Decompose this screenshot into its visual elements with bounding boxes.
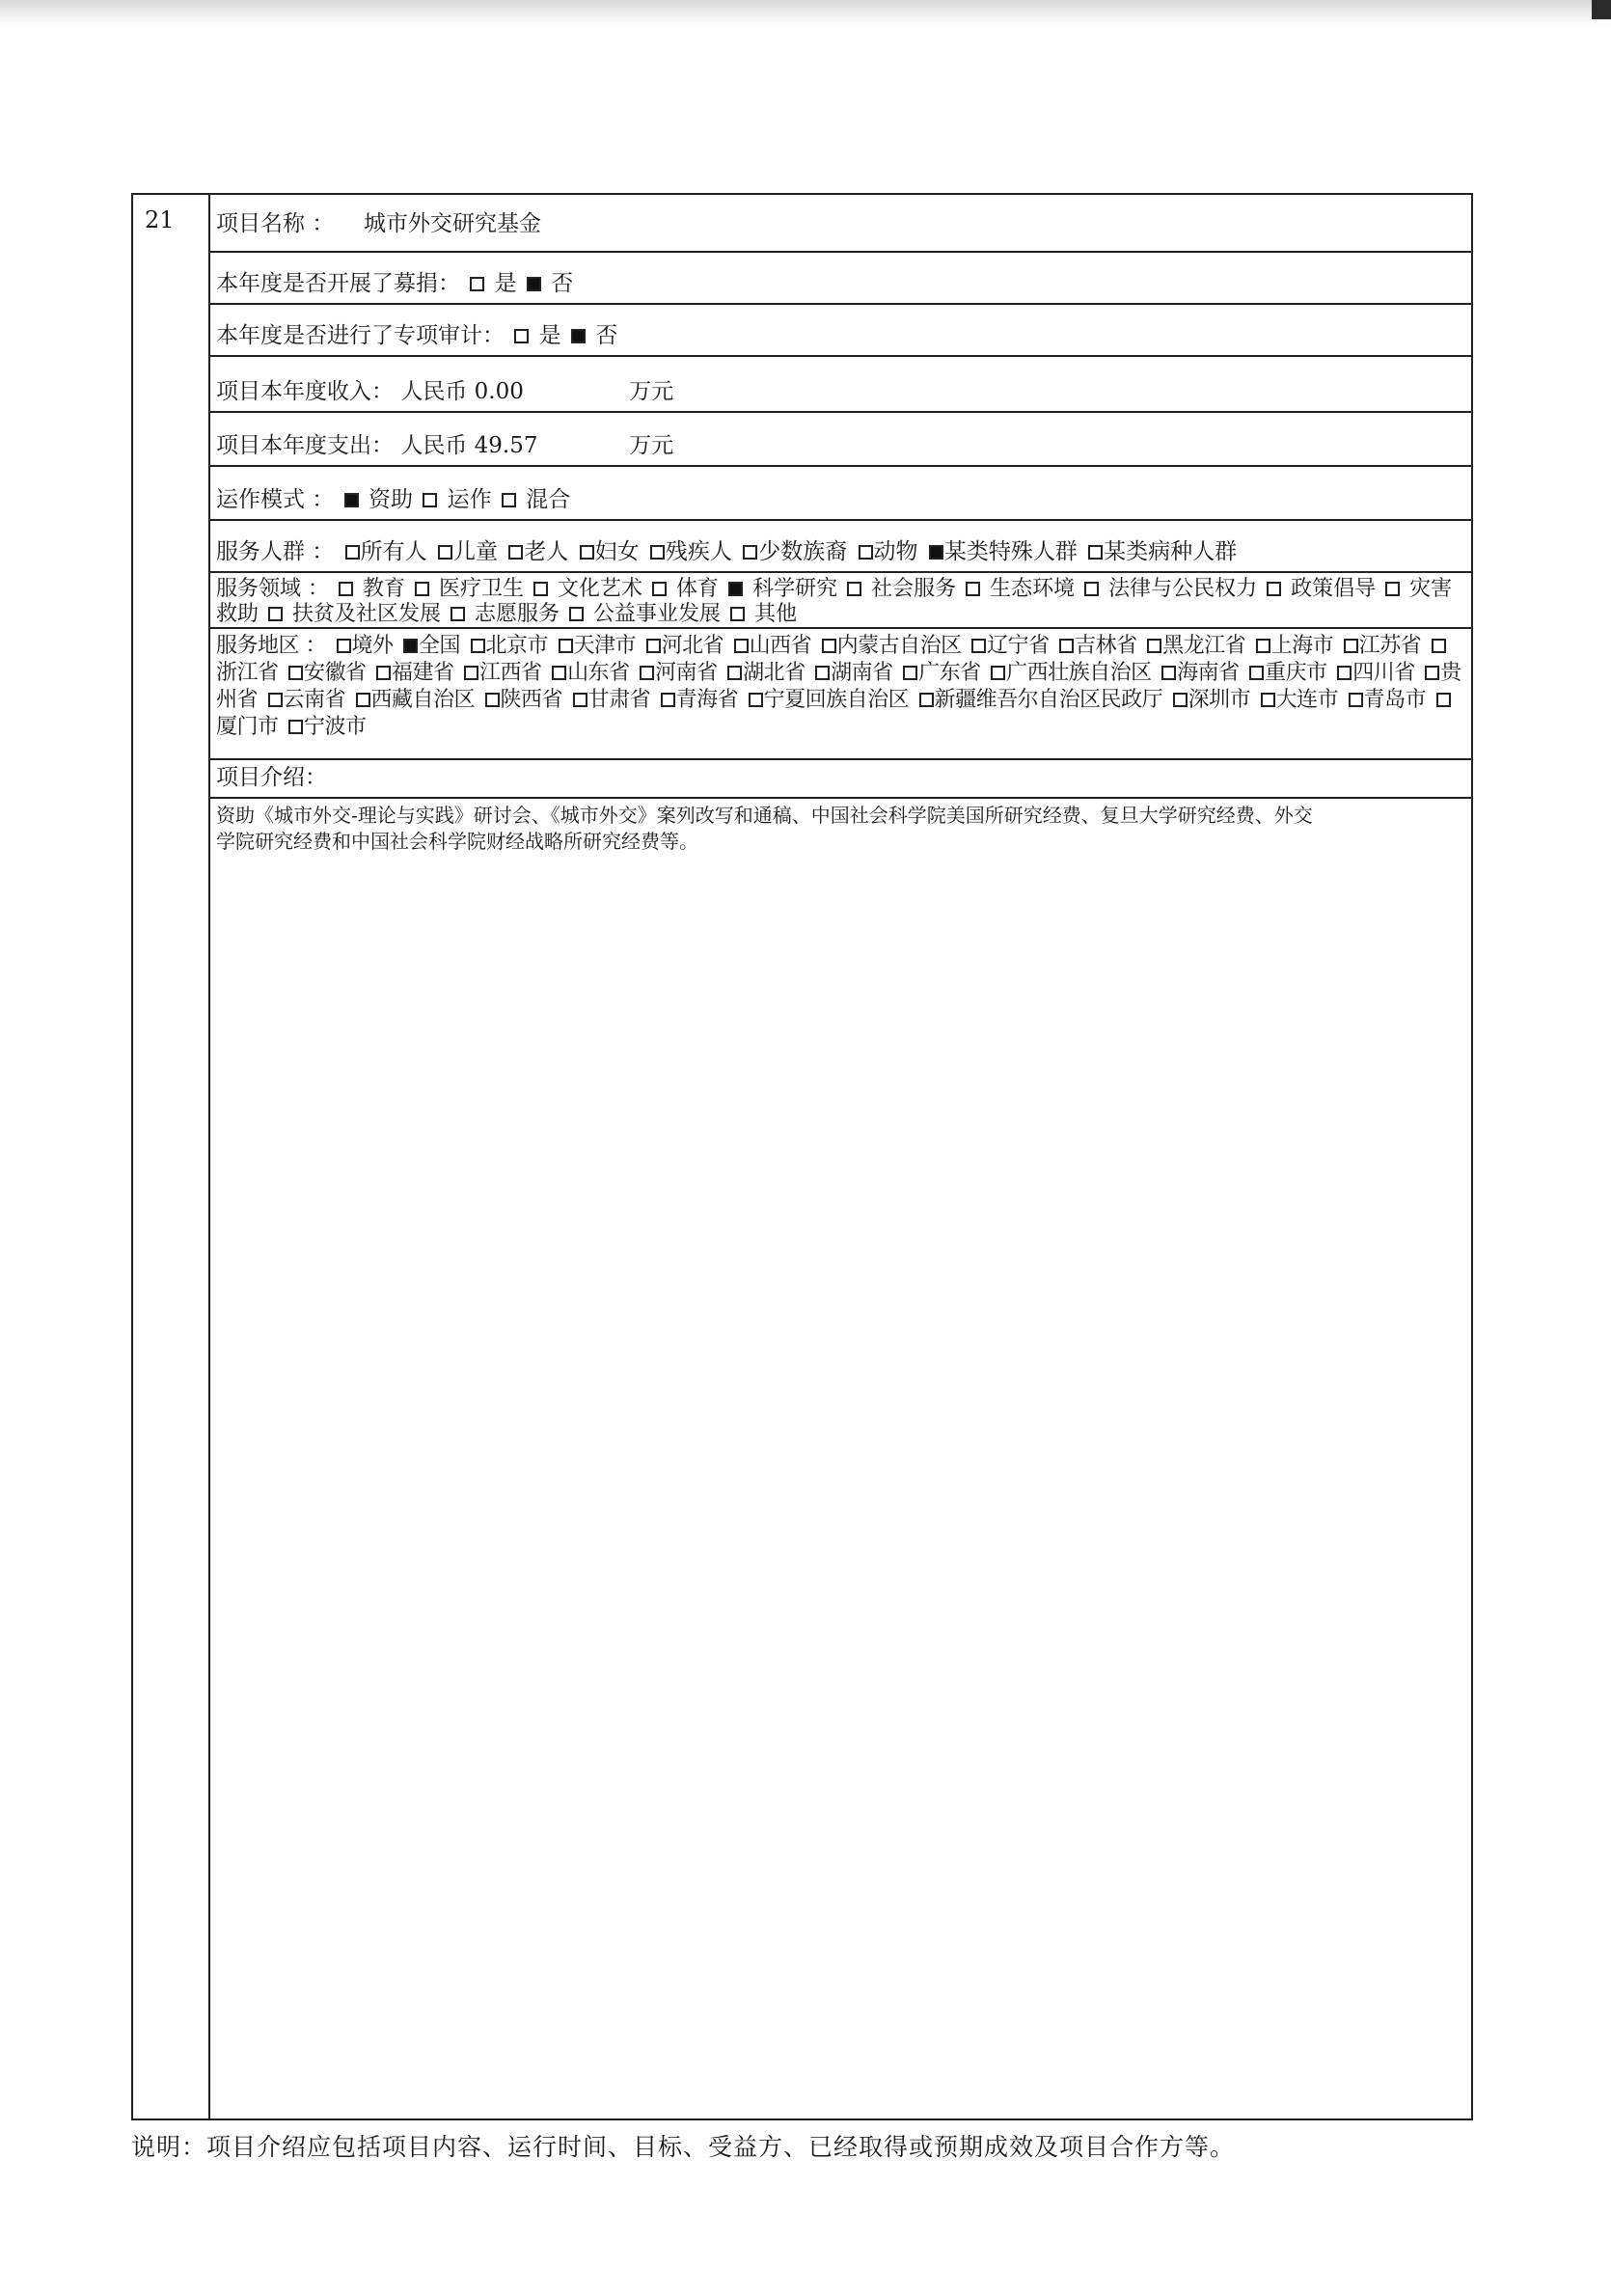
option-checkbox[interactable] [1173,693,1188,707]
option-label: 贵州省 [216,661,1461,712]
option-label: 吉林省 [1075,634,1137,658]
option-checkbox[interactable] [268,607,283,621]
option-label: 医疗卫生 [439,577,525,601]
fundraising-no-checkbox[interactable] [527,277,541,291]
option-checkbox[interactable] [415,582,429,596]
intro-label: 项目介绍： [216,765,327,790]
option-checkbox[interactable] [650,545,665,560]
option-label: 四川省 [1352,661,1415,685]
option-checkbox[interactable] [1436,693,1451,707]
option-label: 甘肃省 [587,688,651,712]
option-checkbox[interactable] [438,545,452,560]
option-label: 江西省 [479,661,542,685]
option-label: 新疆维吾尔自治区民政厅 [934,688,1163,712]
fundraising-yes-checkbox[interactable] [470,277,484,291]
service-groups-label: 服务人群 ： [216,539,335,564]
option-label: 云南省 [283,688,346,712]
income-row [210,357,1471,413]
option-checkbox[interactable] [339,582,353,596]
option-checkbox[interactable] [1088,545,1103,560]
audit-yes-checkbox[interactable] [514,329,529,343]
service-groups-row [210,521,1471,573]
intro-label-row [210,760,1471,799]
expense-row [210,413,1471,467]
form-footnote: 说明：项目介绍应包括项目内容、运行时间、目标、受益方、已经取得或预期成效及项目合作方等。 [131,2133,1236,2161]
option-checkbox[interactable] [345,545,360,560]
option-checkbox[interactable] [1432,639,1446,653]
option-label: 陕西省 [500,688,563,712]
option-label: 海南省 [1177,661,1240,685]
option-label: 体育 [676,577,720,601]
option-label: 混合 [526,487,571,512]
row-number: 21 [145,206,175,233]
option-checkbox[interactable] [485,693,500,707]
project-name-row [210,195,1471,253]
option-label: 生态环境 [990,577,1076,601]
option-checkbox[interactable] [734,639,749,653]
income-currency: 人民币 [400,379,468,404]
option-checkbox[interactable] [344,493,359,507]
option-label: 青海省 [675,688,739,712]
scan-edge-shadow [0,0,1611,25]
income-unit: 万元 [629,379,674,404]
expense-currency: 人民币 [400,433,468,458]
option-label: 宁波市 [304,715,367,739]
option-label: 某类病种人群 [1104,539,1238,564]
option-checkbox[interactable] [1256,639,1270,653]
option-checkbox[interactable] [1249,666,1264,680]
option-checkbox[interactable] [337,639,351,653]
option-label: 福建省 [392,661,454,685]
option-checkbox[interactable] [403,639,418,653]
row-number-cell [133,195,210,2118]
option-label: 宁夏回族自治区 [763,688,910,712]
option-checkbox[interactable] [356,693,370,707]
option-label: 文化艺术 [558,577,643,601]
option-label: 山东省 [567,661,630,685]
option-label: 妇女 [594,539,640,564]
service-regions-label: 服务地区 ： [216,634,326,658]
service-fields-row [210,573,1471,629]
option-checkbox[interactable] [646,639,661,653]
option-label: 西藏自治区 [370,688,476,712]
form-content [210,195,1471,2118]
option-checkbox[interactable] [1261,693,1275,707]
option-label: 重庆市 [1265,661,1327,685]
operation-mode-label: 运作模式 ： [216,487,335,512]
option-label: 浙江省 [216,661,279,685]
option-checkbox[interactable] [743,545,757,560]
option-checkbox[interactable] [508,545,523,560]
option-label: 少数族裔 [758,539,848,564]
option-checkbox[interactable] [1161,666,1176,680]
income-label: 项目本年度收入： [216,379,394,404]
option-label: 社会服务 [871,577,957,601]
audit-row [210,305,1471,357]
option-checkbox[interactable] [1385,582,1400,596]
option-label: 所有人 [360,539,427,564]
option-checkbox[interactable] [1084,582,1099,596]
option-label: 境外 [351,634,394,658]
option-label: 黑龙江省 [1162,634,1246,658]
option-checkbox[interactable] [971,639,986,653]
option-label: 老人 [524,539,569,564]
option-label: 残疾人 [665,539,732,564]
option-label: 灾害救助 [216,577,1453,626]
option-checkbox[interactable] [580,545,594,560]
option-checkbox[interactable] [749,693,763,707]
option-checkbox[interactable] [1337,666,1352,680]
option-label: 江苏省 [1358,634,1422,658]
option-checkbox[interactable] [847,582,861,596]
option-checkbox[interactable] [559,639,573,653]
option-label: 教育 [363,577,406,601]
option-checkbox[interactable] [1059,639,1074,653]
expense-amount: 49.57 [474,433,538,458]
project-name-value: 城市外交研究基金 [363,211,541,236]
project-name-label: 项目名称 ： [216,211,335,236]
option-label: 辽宁省 [987,634,1050,658]
scan-corner-mark [1592,0,1611,19]
option-label: 天津市 [573,634,637,658]
option-label: 政策倡导 [1291,577,1377,601]
option-label: 资助 [368,487,413,512]
option-checkbox[interactable] [451,607,465,621]
option-checkbox[interactable] [652,582,667,596]
service-fields-label: 服务领域 ： [216,577,329,601]
option-checkbox[interactable] [859,545,873,560]
option-checkbox[interactable] [661,693,675,707]
option-label: 扶贫及社区发展 [292,602,442,626]
option-label: 全国 [419,634,461,658]
option-checkbox[interactable] [376,666,391,680]
option-checkbox[interactable] [929,545,943,560]
option-label: 河南省 [655,661,718,685]
expense-label: 项目本年度支出： [216,433,394,458]
option-label: 运作 [447,487,492,512]
option-label: 广东省 [918,661,981,685]
option-label: 深圳市 [1188,688,1251,712]
option-label: 安徽省 [304,661,367,685]
option-checkbox[interactable] [1349,693,1363,707]
option-label: 青岛市 [1363,688,1427,712]
option-checkbox[interactable] [569,607,584,621]
audit-label: 本年度是否进行了专项审计： [216,323,505,348]
option-checkbox[interactable] [471,639,485,653]
option-label: 儿童 [452,539,498,564]
fundraising-yes-label: 是 [494,271,517,296]
option-label: 动物 [873,539,918,564]
option-checkbox[interactable] [822,639,836,653]
option-checkbox[interactable] [903,666,917,680]
expense-unit: 万元 [629,433,674,458]
service-regions-row [210,629,1471,760]
option-checkbox[interactable] [1267,582,1281,596]
option-checkbox[interactable] [728,582,743,596]
option-label: 法律与公民权力 [1108,577,1258,601]
option-label: 其他 [754,602,798,626]
option-checkbox[interactable] [423,493,437,507]
option-checkbox[interactable] [464,666,478,680]
option-checkbox[interactable] [1147,639,1161,653]
audit-yes-label: 是 [538,323,561,348]
option-checkbox[interactable] [502,493,516,507]
operation-mode-options [341,487,571,512]
option-label: 某类特殊人群 [943,539,1078,564]
project-form-table [131,193,1473,2120]
option-checkbox[interactable] [1425,666,1439,680]
option-checkbox[interactable] [919,693,934,707]
fundraising-no-label: 否 [551,271,574,296]
option-checkbox[interactable] [288,720,303,734]
service-regions-options [216,634,1461,739]
option-label: 厦门市 [216,715,279,739]
intro-text: 资助《城市外交-理论与实践》研讨会、《城市外交》案列改写和通稿、中国社会科学院美国所研究经费、复旦大学研究经费、外交学院研究经费和中国社会科学院财经战略所研究经费等。 [216,804,1313,853]
option-checkbox[interactable] [552,666,566,680]
option-label: 河北省 [661,634,724,658]
fundraising-row [210,253,1471,305]
option-label: 广西壮族自治区 [1006,661,1152,685]
audit-no-checkbox[interactable] [571,329,586,343]
option-label: 北京市 [485,634,549,658]
operation-mode-row [210,467,1471,521]
option-checkbox[interactable] [727,666,742,680]
option-checkbox[interactable] [815,666,830,680]
option-checkbox[interactable] [533,582,548,596]
option-label: 公益事业发展 [593,602,722,626]
option-label: 志愿服务 [475,602,560,626]
fundraising-label: 本年度是否开展了募捐： [216,271,460,296]
option-checkbox[interactable] [991,666,1005,680]
option-checkbox[interactable] [573,693,587,707]
option-checkbox[interactable] [268,693,283,707]
option-label: 上海市 [1270,634,1334,658]
service-fields-options [216,577,1452,626]
option-checkbox[interactable] [1344,639,1358,653]
income-amount: 0.00 [474,379,524,404]
option-label: 大连市 [1275,688,1339,712]
option-label: 科学研究 [752,577,838,601]
option-checkbox[interactable] [730,607,745,621]
option-label: 湖北省 [743,661,806,685]
option-label: 内蒙古自治区 [836,634,962,658]
audit-no-label: 否 [595,323,618,348]
option-label: 山西省 [749,634,812,658]
option-label: 湖南省 [831,661,893,685]
option-checkbox[interactable] [640,666,654,680]
option-checkbox[interactable] [288,666,303,680]
option-checkbox[interactable] [966,582,980,596]
service-groups-options [341,539,1238,564]
